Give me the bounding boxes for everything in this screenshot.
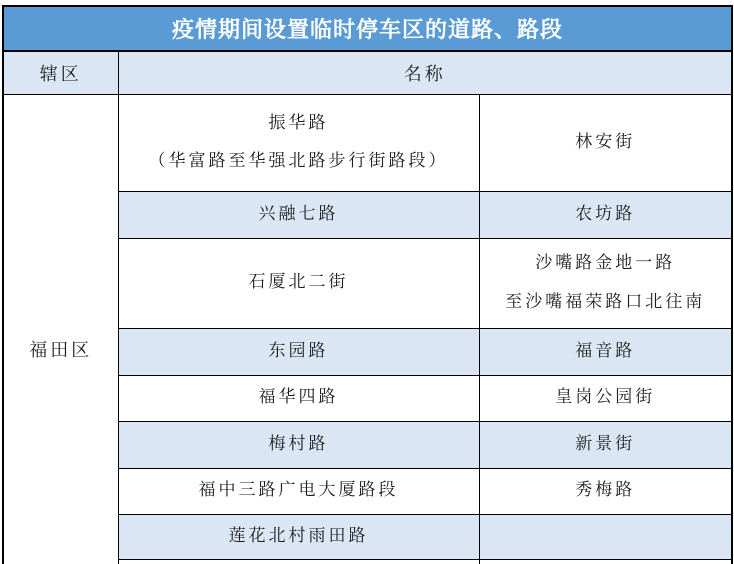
parking-table — [2, 5, 733, 564]
road-cell — [479, 238, 732, 328]
road-cell — [479, 514, 732, 559]
road-name: 沙嘴路金地一路 — [535, 253, 676, 274]
district-cell: 福田区 — [3, 94, 118, 564]
road-name-detail: （华富路至华强北路步行街路段） — [148, 151, 449, 171]
road-cell — [479, 94, 732, 191]
header-row — [3, 51, 732, 94]
road-name: 新景街 — [575, 433, 636, 454]
table-row — [3, 94, 732, 191]
road-name: 福华四路 — [258, 387, 339, 408]
road-name: 福音路 — [575, 340, 636, 361]
road-name: 梅村路 — [268, 433, 329, 454]
road-cell — [479, 375, 732, 421]
table-title: 疫情期间设置临时停车区的道路、路段 — [3, 6, 732, 51]
road-cell — [118, 191, 479, 238]
road-cell — [479, 191, 732, 238]
road-name: 石厦北二街 — [248, 272, 349, 293]
road-cell — [118, 421, 479, 468]
road-name: 林安街 — [575, 131, 636, 152]
road-cell — [479, 468, 732, 514]
road-cell — [479, 328, 732, 375]
road-cell — [118, 94, 479, 191]
road-cell — [118, 328, 479, 375]
road-name: 莲花北村雨田路 — [228, 525, 369, 546]
road-name: 农坊路 — [575, 203, 636, 224]
road-cell — [118, 375, 479, 421]
column-header-district: 辖区 — [3, 51, 118, 94]
road-cell — [118, 238, 479, 328]
road-name: 兴融七路 — [258, 203, 339, 224]
column-header-name: 名称 — [118, 51, 732, 94]
road-name: 秀梅路 — [575, 480, 636, 501]
road-name: 皇岗公园街 — [555, 387, 656, 408]
road-name-detail: 至沙嘴福荣路口北往南 — [505, 291, 706, 312]
title-row — [3, 6, 732, 51]
road-name: 东园路 — [268, 340, 329, 361]
road-cell — [479, 559, 732, 564]
road-name: 福中三路广电大厦路段 — [198, 480, 399, 501]
road-cell — [118, 468, 479, 514]
road-name: 振华路 — [268, 112, 329, 133]
road-cell — [118, 559, 479, 564]
road-cell — [479, 421, 732, 468]
road-cell — [118, 514, 479, 559]
